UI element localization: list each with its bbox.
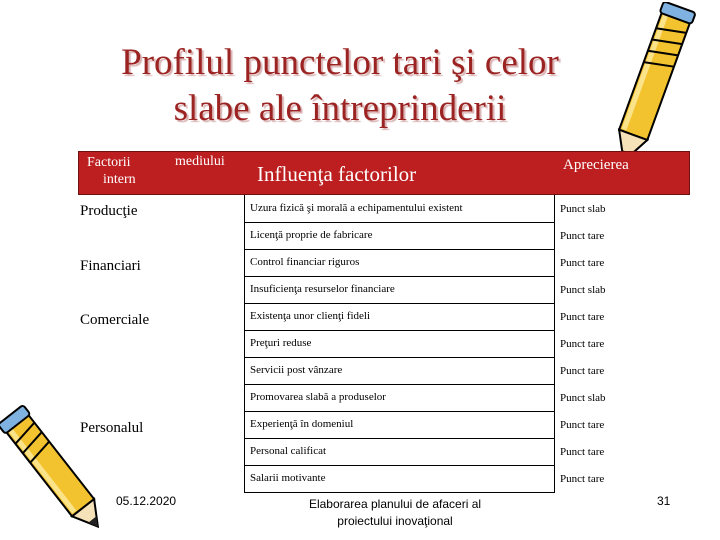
category-comerciale: Comerciale bbox=[80, 312, 150, 328]
footer-caption bbox=[282, 496, 508, 530]
row-divider bbox=[244, 411, 555, 412]
slide-title bbox=[40, 40, 640, 132]
footer-date: 05.12.2020 bbox=[116, 494, 177, 508]
category-financiari: Financiari bbox=[80, 258, 141, 274]
slide-title-line1: Profilul punctelor tari şi celor bbox=[121, 42, 559, 83]
table-row-rating: Punct tare bbox=[560, 419, 605, 431]
table-row-rating: Punct slab bbox=[560, 284, 606, 296]
row-divider bbox=[244, 492, 555, 493]
header-intern: intern bbox=[103, 172, 136, 187]
row-divider bbox=[244, 249, 555, 250]
footer-caption-line1: Elaborarea planului de afaceri al bbox=[308, 497, 482, 511]
table-row-factor: Licenţă proprie de fabricare bbox=[250, 229, 373, 241]
table-row-rating: Punct slab bbox=[560, 203, 606, 215]
header-influenta: Influenţa factorilor bbox=[257, 162, 417, 186]
table-row-rating: Punct tare bbox=[560, 257, 605, 269]
table-row-rating: Punct tare bbox=[560, 446, 605, 458]
table-row-factor: Uzura fizică şi morală a echipamentului existent bbox=[250, 202, 463, 214]
table-row-factor: Preţuri reduse bbox=[250, 337, 312, 349]
row-divider bbox=[244, 438, 555, 439]
category-personalul: Personalul bbox=[80, 420, 144, 436]
table-row-factor: Experienţă în domeniul bbox=[250, 418, 354, 430]
category-productie: Producţie bbox=[80, 203, 138, 219]
table-header bbox=[78, 151, 690, 195]
table-row-factor: Insuficienţa resurselor financiare bbox=[250, 283, 395, 295]
table-row-factor: Promovarea slabă a produselor bbox=[250, 391, 386, 403]
row-divider bbox=[244, 384, 555, 385]
table-row-rating: Punct slab bbox=[560, 392, 606, 404]
table-row-factor: Control financiar riguros bbox=[250, 256, 360, 268]
page-number: 31 bbox=[657, 494, 671, 508]
footer-caption-line2: proiectului inovaţional bbox=[337, 514, 453, 528]
header-aprecierea: Aprecierea bbox=[563, 157, 629, 173]
row-divider bbox=[244, 330, 555, 331]
table-row-factor: Personal calificat bbox=[250, 445, 327, 457]
row-divider bbox=[244, 222, 555, 223]
pencil-icon bbox=[596, 2, 706, 170]
header-factorii: Factorii bbox=[87, 155, 131, 170]
table-row-factor: Existenţa unor clienţi fideli bbox=[250, 310, 371, 322]
table-row-rating: Punct tare bbox=[560, 365, 605, 377]
table-row-rating: Punct tare bbox=[560, 338, 605, 350]
slide-title-line2: slabe ale întreprinderii bbox=[173, 88, 507, 129]
row-divider bbox=[244, 465, 555, 466]
row-divider bbox=[244, 303, 555, 304]
row-divider bbox=[244, 357, 555, 358]
column-divider bbox=[554, 195, 555, 493]
table-row-rating: Punct tare bbox=[560, 230, 605, 242]
table-row-factor: Salarii motivante bbox=[250, 472, 326, 484]
table-row-factor: Servicii post vânzare bbox=[250, 364, 343, 376]
column-divider bbox=[244, 195, 245, 493]
table-row-rating: Punct tare bbox=[560, 473, 605, 485]
table-row-rating: Punct tare bbox=[560, 311, 605, 323]
header-mediului: mediului bbox=[175, 154, 225, 169]
row-divider bbox=[244, 276, 555, 277]
